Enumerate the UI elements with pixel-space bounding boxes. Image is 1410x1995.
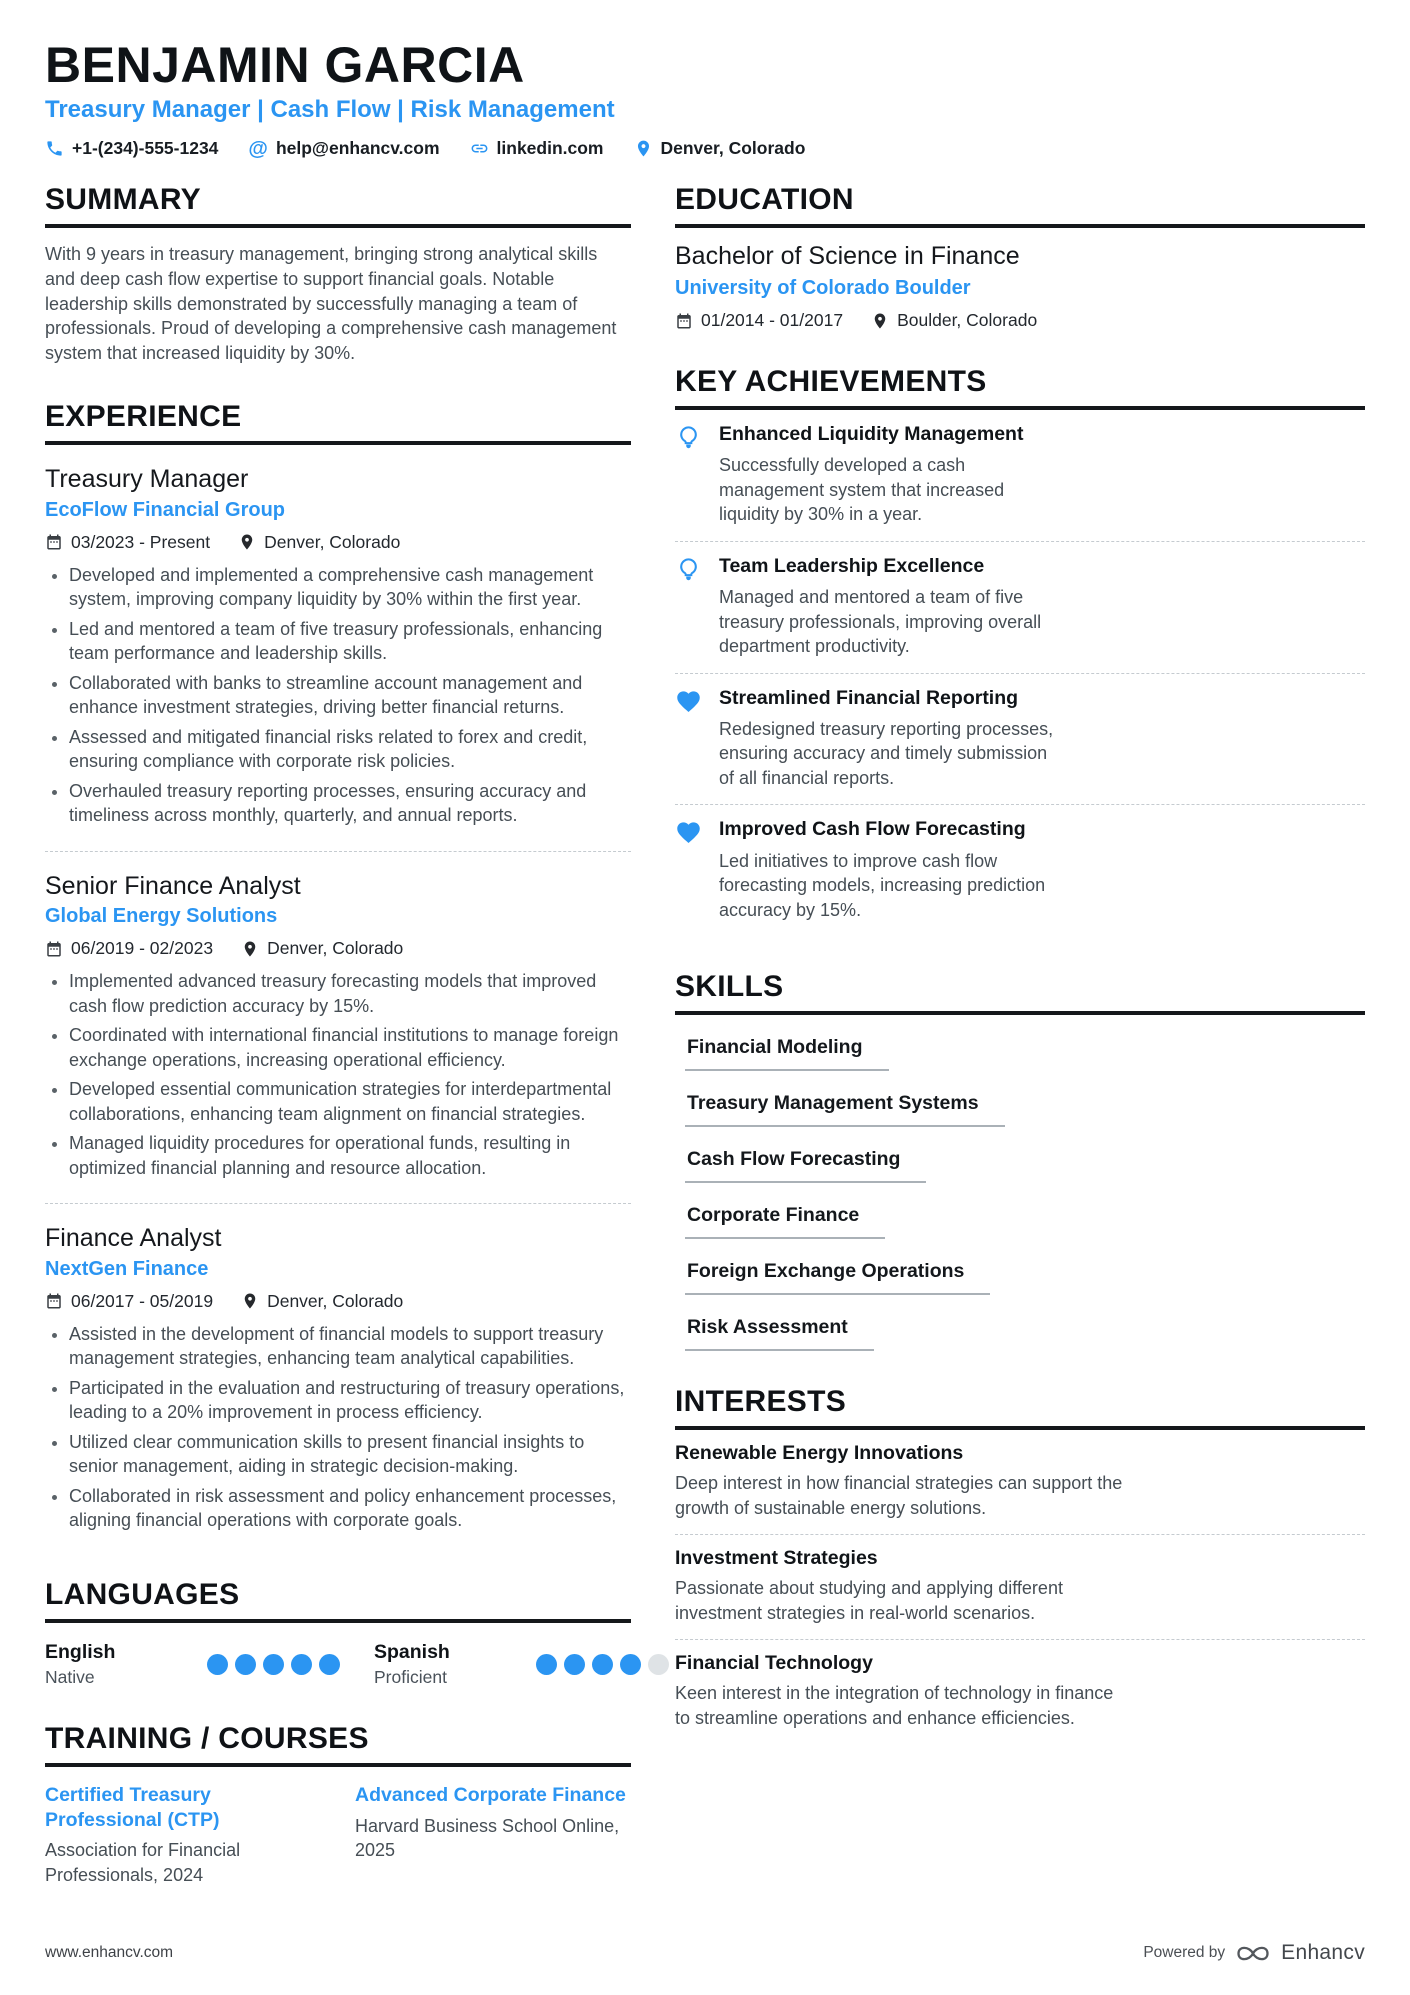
dot — [263, 1654, 284, 1675]
achievement-title: Enhanced Liquidity Management — [719, 423, 1024, 445]
bullet-item: • Collaborated with banks to streamline account management and enhance investment strategies, driving better financial returns. — [69, 671, 631, 720]
course-advanced-corporate-finance — [355, 1783, 631, 1888]
course-ctp — [45, 1783, 321, 1888]
dates-text: 06/2019 - 02/2023 — [71, 938, 214, 959]
powered-by-label: Powered by — [1143, 1944, 1226, 1961]
calendar-icon — [45, 940, 63, 958]
languages-heading: LANGUAGES — [45, 1578, 631, 1623]
experience-heading: EXPERIENCE — [45, 400, 631, 445]
bullet-item: • Coordinated with international financial institutions to manage foreign exchange operations, increasing operational efficiency. — [69, 1023, 631, 1072]
person-name: BENJAMIN GARCIA — [45, 37, 525, 93]
section-training — [45, 1722, 631, 1888]
summary-text: With 9 years in treasury management, bringing strong analytical skills and deep cash flow expertise to support financial goals. Notable leadership skills demonstrated by successfully managing a team of professionals. Proud of developing a comprehensive cash management system that increased liquidity by 30%. — [45, 244, 617, 364]
skills-heading: SKILLS — [675, 970, 1365, 1015]
footer — [45, 1915, 1365, 1965]
heart-icon — [675, 687, 703, 791]
contact-link[interactable] — [470, 138, 604, 159]
bullet-item: • Implemented advanced treasury forecasting models that improved cash flow prediction accuracy by 15%. — [69, 969, 631, 1018]
interests-heading: INTERESTS — [675, 1385, 1365, 1430]
phone-icon — [45, 139, 64, 158]
job-bullets — [45, 969, 631, 1180]
dates-text: 06/2017 - 05/2019 — [71, 1290, 214, 1311]
dot — [291, 1654, 312, 1675]
section-interests — [675, 1385, 1365, 1744]
dot — [592, 1654, 613, 1675]
job-location — [241, 1291, 403, 1312]
location-text: Denver, Colorado — [660, 138, 806, 158]
heart-icon — [675, 818, 703, 922]
location-pin-icon — [634, 139, 653, 158]
job-treasury-manager — [45, 445, 631, 851]
job-title: Treasury Manager — [45, 465, 249, 494]
dot — [564, 1654, 585, 1675]
job-dates — [45, 532, 210, 553]
bullet-item: • Participated in the evaluation and restructuring of treasury operations, leading to a 20% improvement in process efficiency. — [69, 1376, 631, 1425]
interest-title: Renewable Energy Innovations — [675, 1442, 964, 1465]
email-address: help@enhancv.com — [275, 138, 440, 158]
language-name: Spanish — [374, 1640, 450, 1663]
skill-item: Corporate Finance — [685, 1204, 885, 1239]
job-meta — [45, 938, 631, 959]
dates-text: 03/2023 - Present — [71, 531, 211, 552]
course-title: Certified Treasury Professional (CTP) — [45, 1783, 220, 1831]
bullet-item: • Led and mentored a team of five treasury professionals, enhancing team performance and leadership skills. — [69, 617, 631, 666]
job-location — [241, 938, 403, 959]
job-dates — [45, 1291, 213, 1312]
lightbulb-icon — [675, 555, 703, 659]
language-level: Proficient — [374, 1666, 447, 1687]
calendar-icon — [45, 1292, 63, 1310]
degree: Bachelor of Science in Finance — [675, 242, 1020, 270]
language-name: English — [45, 1640, 116, 1663]
dot — [207, 1654, 228, 1675]
achievement-item — [675, 410, 1365, 542]
headline: Treasury Manager | Cash Flow | Risk Management — [45, 96, 615, 123]
section-summary — [45, 183, 631, 366]
course-org: Association for Financial Professionals, 2024 — [45, 1840, 241, 1885]
section-education — [675, 183, 1365, 331]
section-skills — [675, 970, 1365, 1351]
right-column — [675, 183, 1365, 1887]
achievement-item — [675, 674, 1365, 806]
interest-title: Financial Technology — [675, 1652, 873, 1675]
location-pin-icon — [241, 1292, 259, 1310]
brand-name: Enhancv — [1281, 1941, 1365, 1964]
bullet-item: • Developed essential communication strategies for interdepartmental collaborations, enhancing team alignment on financial strategies. — [69, 1077, 631, 1126]
company-name: NextGen Finance — [45, 1257, 209, 1280]
languages-row — [45, 1641, 631, 1688]
dot — [536, 1654, 557, 1675]
left-column — [45, 183, 631, 1887]
bullet-item: • Managed liquidity procedures for operational funds, resulting in optimized financial planning and resource allocation. — [69, 1131, 631, 1180]
phone-number: +1-(234)-555-1234 — [72, 138, 219, 158]
contact-location — [634, 138, 806, 159]
interest-item — [675, 1535, 1365, 1640]
location-pin-icon — [871, 312, 889, 330]
skill-item: Foreign Exchange Operations — [685, 1260, 990, 1295]
contact-phone[interactable] — [45, 138, 218, 159]
language-level: Native — [45, 1666, 95, 1687]
at-icon: @ — [248, 137, 268, 160]
bullet-item: • Assisted in the development of financial models to support treasury management strategies, enhancing team analytical capabilities. — [69, 1322, 631, 1371]
interest-title: Investment Strategies — [675, 1547, 878, 1570]
interest-text: Deep interest in how financial strategies can support the growth of sustainable energy solutions. — [675, 1473, 1123, 1518]
job-finance-analyst — [45, 1204, 631, 1544]
two-column-body — [45, 183, 1365, 1887]
achievement-text: Successfully developed a cash management system that increased liquidity by 30% in a year. — [719, 455, 1005, 525]
section-achievements — [675, 365, 1365, 936]
job-title: Senior Finance Analyst — [45, 871, 301, 900]
achievements-heading: KEY ACHIEVEMENTS — [675, 365, 1365, 410]
school-name: University of Colorado Boulder — [675, 277, 971, 299]
training-heading: TRAINING / COURSES — [45, 1722, 631, 1767]
skill-item: Financial Modeling — [685, 1036, 889, 1071]
summary-heading: SUMMARY — [45, 183, 631, 228]
achievement-title: Team Leadership Excellence — [719, 554, 985, 577]
bullet-item: • Collaborated in risk assessment and policy enhancement processes, aligning financial operations with corporate goals. — [69, 1484, 631, 1533]
company-name: EcoFlow Financial Group — [45, 498, 286, 521]
bullet-item: • Utilized clear communication skills to present financial insights to senior management, aiding in strategic decision-making. — [69, 1430, 631, 1479]
header — [45, 38, 1365, 159]
job-location — [238, 532, 400, 553]
link-icon — [470, 139, 489, 158]
course-title: Advanced Corporate Finance — [355, 1783, 626, 1806]
job-meta — [45, 1291, 631, 1312]
achievement-text: Managed and mentored a team of five treasury professionals, improving overall department productivity. — [719, 587, 1042, 657]
interest-text: Passionate about studying and applying different investment strategies in real-world scenarios. — [675, 1578, 1063, 1623]
dates-text: 01/2014 - 01/2017 — [701, 310, 844, 330]
location-pin-icon — [238, 533, 256, 551]
interest-item — [675, 1640, 1365, 1744]
proficiency-dots — [207, 1654, 340, 1675]
education-dates — [675, 310, 843, 331]
education-heading: EDUCATION — [675, 183, 1365, 228]
contact-email[interactable] — [248, 138, 439, 159]
achievement-title: Improved Cash Flow Forecasting — [719, 818, 1026, 841]
company-name: Global Energy Solutions — [45, 905, 278, 928]
interest-item — [675, 1430, 1365, 1535]
course-org: Harvard Business School Online, 2025 — [355, 1815, 620, 1860]
bullet-item: • Overhauled treasury reporting processes, ensuring accuracy and timeliness across monthly, quarterly, and annual reports. — [69, 779, 631, 828]
link-text: linkedin.com — [496, 138, 604, 158]
achievement-text: Led initiatives to improve cash flow forecasting models, increasing prediction accuracy by 15%. — [719, 850, 1046, 920]
section-languages — [45, 1578, 631, 1688]
language-spanish — [374, 1641, 703, 1688]
location-text: Denver, Colorado — [267, 1290, 404, 1311]
dot — [319, 1654, 340, 1675]
skill-item: Cash Flow Forecasting — [685, 1148, 926, 1183]
calendar-icon — [675, 312, 693, 330]
bullet-item: • Developed and implemented a comprehensive cash management system, improving company liquidity by 30% within the first year. — [69, 563, 631, 612]
achievement-text: Redesigned treasury reporting processes, ensuring accuracy and timely submission of all financial reports. — [719, 718, 1054, 788]
skill-item: Treasury Management Systems — [685, 1092, 1005, 1127]
achievement-title: Streamlined Financial Reporting — [719, 686, 1019, 709]
enhancv-logo-icon — [1235, 1942, 1271, 1965]
job-title: Finance Analyst — [45, 1224, 222, 1253]
job-meta — [45, 532, 631, 553]
achievement-item — [675, 805, 1365, 936]
calendar-icon — [45, 533, 63, 551]
education-location — [871, 310, 1037, 331]
location-pin-icon — [241, 940, 259, 958]
job-bullets — [45, 563, 631, 828]
dot — [620, 1654, 641, 1675]
dot — [648, 1654, 669, 1675]
interest-text: Keen interest in the integration of technology in finance to streamline operations and enhance efficiencies. — [675, 1683, 1114, 1728]
bullet-item: • Assessed and mitigated financial risks related to forex and credit, ensuring compliance with corporate risk policies. — [69, 725, 631, 774]
job-bullets — [45, 1322, 631, 1533]
location-text: Boulder, Colorado — [897, 310, 1038, 330]
skill-item: Risk Assessment — [685, 1316, 874, 1351]
section-experience — [45, 400, 631, 1543]
proficiency-dots — [536, 1654, 669, 1675]
lightbulb-icon — [675, 423, 703, 527]
contact-row — [45, 138, 1365, 159]
skills-list — [675, 1036, 1365, 1351]
achievement-item — [675, 542, 1365, 674]
courses-row — [45, 1783, 631, 1888]
job-senior-finance-analyst — [45, 852, 631, 1205]
location-text: Denver, Colorado — [267, 938, 404, 959]
job-dates — [45, 938, 213, 959]
location-text: Denver, Colorado — [264, 531, 401, 552]
language-english — [45, 1641, 374, 1688]
powered-by[interactable] — [1143, 1941, 1365, 1965]
education-meta — [675, 310, 1365, 331]
site-link[interactable]: www.enhancv.com — [45, 1944, 174, 1961]
dot — [235, 1654, 256, 1675]
